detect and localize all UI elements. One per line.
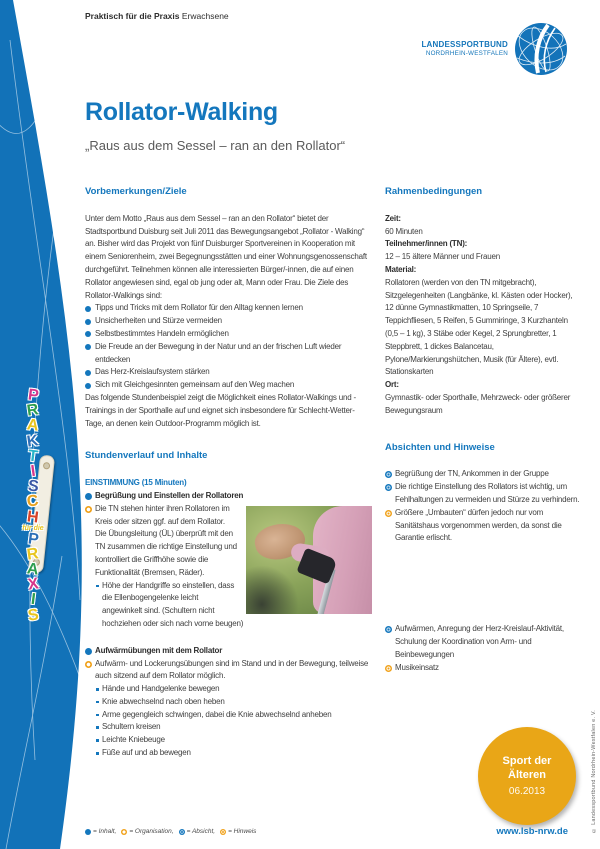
goal-item: Selbstbestimmtes Handeln ermöglichen [85,328,372,341]
goal-item: Das Herz-Kreislaufsystem stärken [85,366,372,379]
lsb-logo-line2: NORDRHEIN-WESTFALEN [425,50,508,58]
absicht-icon [179,829,185,835]
goal-item: Die Freude an der Bewegung in der Natur und an der frischen Luft wieder entdecken [85,341,372,367]
inhalt-item-title: Begrüßung und Einstellen der Rollatoren [95,490,244,500]
praktisch-praxis-logo [8,388,58,623]
exercise-detail: Schultern kreisen [95,721,372,734]
badge-line1: Sport der [502,755,552,768]
page-title: Rollator-Walking [85,98,278,126]
absicht-icon [385,626,392,633]
absicht-text: Begrüßung der TN, Ankommen in der Gruppe [395,469,549,479]
badge-line2: Älteren [508,769,546,781]
organisation-text-1: Die TN stehen hinter ihren Rollatoren im Kreis oder sitzen ggf. auf dem Rollator. [95,503,230,526]
exercise-list [85,683,372,760]
logo-letter: I [29,462,37,481]
legend-item [121,828,173,835]
inhalt-item-title: Aufwärmübungen mit dem Rollator [95,645,223,655]
logo-letter: R [26,401,40,420]
material-label: Material: [385,264,417,274]
logo-letter: X [26,575,40,594]
legend-label: = Inhalt, [93,828,117,835]
zeit-value: 60 Minuten [385,226,423,236]
absicht-item [385,623,580,661]
logo-letter: S [26,605,40,625]
globe-icon [514,22,568,76]
ort-value: Gymnastik- oder Sporthalle, Mehrzweck- oder größerer Bewegungsraum [385,392,571,415]
organisation-item-rollator-einstellen [85,503,372,631]
badge-date: 06.2013 [508,785,546,797]
organisation-icon [85,661,92,668]
page-header [85,11,229,21]
organisation-icon [85,506,92,513]
section-heading-vorbemerkungen: Vorbemerkungen/Ziele [85,186,187,197]
absicht-icon [385,471,392,478]
legend-item [85,828,116,835]
exercise-detail: Leichte Kniebeuge [95,734,372,747]
legend-label: = Hinweis [228,828,257,835]
absicht-item [385,481,580,507]
exercise-detail: Knie abwechselnd nach oben heben [95,696,372,709]
legend-item [179,828,215,835]
inhalt-icon [85,829,91,835]
outro-paragraph: Das folgende Stundenbeispiel zeigt die Möglichkeit eines Rollator-Walkings und -Trainings in der Sporthalle auf und eignet sich insbesondere für Schlecht-Wetter-Tage, an denen kein Outdoor-Programm möglich ist. [85,392,356,428]
goal-item: Tipps und Tricks mit dem Rollator für den Alltag kennen lernen [85,302,372,315]
hinweis-icon [385,665,392,672]
copyright-vertical: © Landessportbund Nordrhein-Westfalen e. V. [591,710,597,833]
hinweis-text: Größere „Umbauten“ dürfen jedoch nur vom Sanitätshaus vorgenommen werden, da sonst die Garantie erlischt. [395,507,562,543]
logo-letter: H [26,507,40,527]
material-value: Rollatoren (werden von den TN mitgebracht), Sitzgelegenheiten (Langbänke, kl. Kästen oder Hocker), 12 dünne Gymnastikmatten, 10 Springseile, 7 Teppichfliesen, 5 Reifen, 5 Gummiringe, 3 Kurzhanteln (0,5 – 1 kg), 3 Stäbe oder Kegel, 2 Sprungbretter, 1 Steppbrett, 1 dickes Balancetau, Pylone/Markierungshütchen, Musik (für Ältere), evtl. Stationskarten [385,277,573,377]
section-heading-stundenverlauf: Stundenverlauf und Inhalte [85,450,208,462]
header-series-title: Praktisch für die Praxis [85,11,180,21]
lsb-logo-text [421,40,508,58]
lsb-logo [421,22,568,76]
section-heading-absichten: Absichten und Hinweise [385,441,495,453]
hinweis-text: Musikeinsatz [395,662,439,672]
exercise-detail: Füße auf und ab bewegen [95,747,372,760]
hinweis-item [385,507,580,545]
legend-item [220,828,256,835]
logo-letter: R [26,545,40,564]
goals-list [85,302,372,392]
spacer [85,631,372,645]
hinweis-item [385,662,580,675]
organisation-icon [121,829,127,835]
inhalt-item-aufwaermen [85,645,372,658]
header-audience: Erwachsene [181,11,229,21]
page-subtitle: „Raus aus dem Sessel – ran an den Rollator“ [85,138,346,153]
logo-letter: S [26,477,40,496]
praxis-logo-middle-text: für die [22,524,44,532]
hinweis-icon [385,510,392,517]
section-heading-rahmenbedingungen: Rahmenbedingungen [385,186,483,197]
inhalt-item-begruessung [85,490,372,503]
inhalt-icon [85,648,92,655]
hinweis-icon [220,829,226,835]
organisation-item-aufwaermuebungen [85,658,372,684]
rahmenbedingungen-block [385,213,580,418]
left-column [85,186,372,760]
absicht-item [385,468,580,481]
absichten-group-2 [385,623,580,674]
teilnehmer-label: Teilnehmer/innen (TN): [385,239,468,249]
intro-paragraph: Unter dem Motto „Raus aus dem Sessel – ran an den Rollator“ bietet der Stadtsportbund Duisburg seit Juli 2011 das Bewegungsangebot „Rollator - Walking“ an. Bisher wird das Projekt von fünf Duisburger Sportvereinen in Kooperation mit einem Seniorenheim, zwei Begegnungsstätten und einer Wohnungsgenossenschaft durchgeführt. Teilnehmen können alle interessierten Bürger/-innen, die auf einen Rollator angewiesen sind, egal ob jung oder alt, Mann oder Frau. Die Ziele des Rollator-Walkings sind: [85,213,367,300]
exercise-detail: Hände und Handgelenke bewegen [95,683,372,696]
legend-label: = Absicht, [186,828,216,835]
logo-letter: I [29,591,37,609]
exercise-detail: Arme gegengleich schwingen, dabei die Knie abwechselnd anheben [95,709,372,722]
logo-letter: P [26,530,40,549]
sport-der-aelteren-badge [478,727,576,825]
exercise-detail: Höhe der Handgriffe so einstellen, dass die Ellenbogengelenke leicht angewinkelt sind. (Schultern nicht hochziehen oder sich nach vorne beugen) [95,580,372,631]
goal-item: Sich mit Gleichgesinnten gemeinsam auf den Weg machen [85,379,372,392]
absicht-text: Die richtige Einstellung des Rollators ist wichtig, um Fehlhaltungen zu vermeiden und Stürze zu verhindern. [395,482,580,504]
right-column [385,186,580,674]
logo-letter: T [27,447,39,466]
ort-label: Ort: [385,380,399,390]
legend-label: = Organisation, [129,828,174,835]
logo-letter: K [26,431,40,451]
absicht-icon [385,484,392,491]
lsb-logo-line1: LANDESSPORTBUND [421,40,508,50]
phase-einstimmung: EINSTIMMUNG (15 Minuten) [85,478,187,488]
absicht-text: Aufwärmen, Anregung der Herz-Kreislauf-Aktivität, Schulung der Koordination von Arm- und Beinbewegungen [395,624,564,659]
goal-item: Unsicherheiten und Stürze vermeiden [85,315,372,328]
organisation-text-2: Die Übungsleitung (ÜL) überprüft mit den TN zusammen die richtige Einstellung und kontrolliert die Griffhöhe sowie die Funktionalität (Bremsen, Räder). [95,529,237,577]
website-link[interactable]: www.lsb-nrw.de [496,826,568,837]
logo-letter: A [26,560,40,579]
logo-letter: C [26,492,40,512]
absichten-group-1 [385,468,580,545]
icon-legend [85,828,256,835]
inhalt-icon [85,493,92,500]
logo-letter: P [26,386,40,405]
zeit-label: Zeit: [385,213,401,223]
teilnehmer-value: 12 – 15 ältere Männer und Frauen [385,252,501,262]
organisation-text: Aufwärm- und Lockerungsübungen sind im Stand und in der Bewegung, teilweise auch sitzend auf dem Rollator möglich. [95,658,369,681]
logo-letter: A [26,416,40,436]
